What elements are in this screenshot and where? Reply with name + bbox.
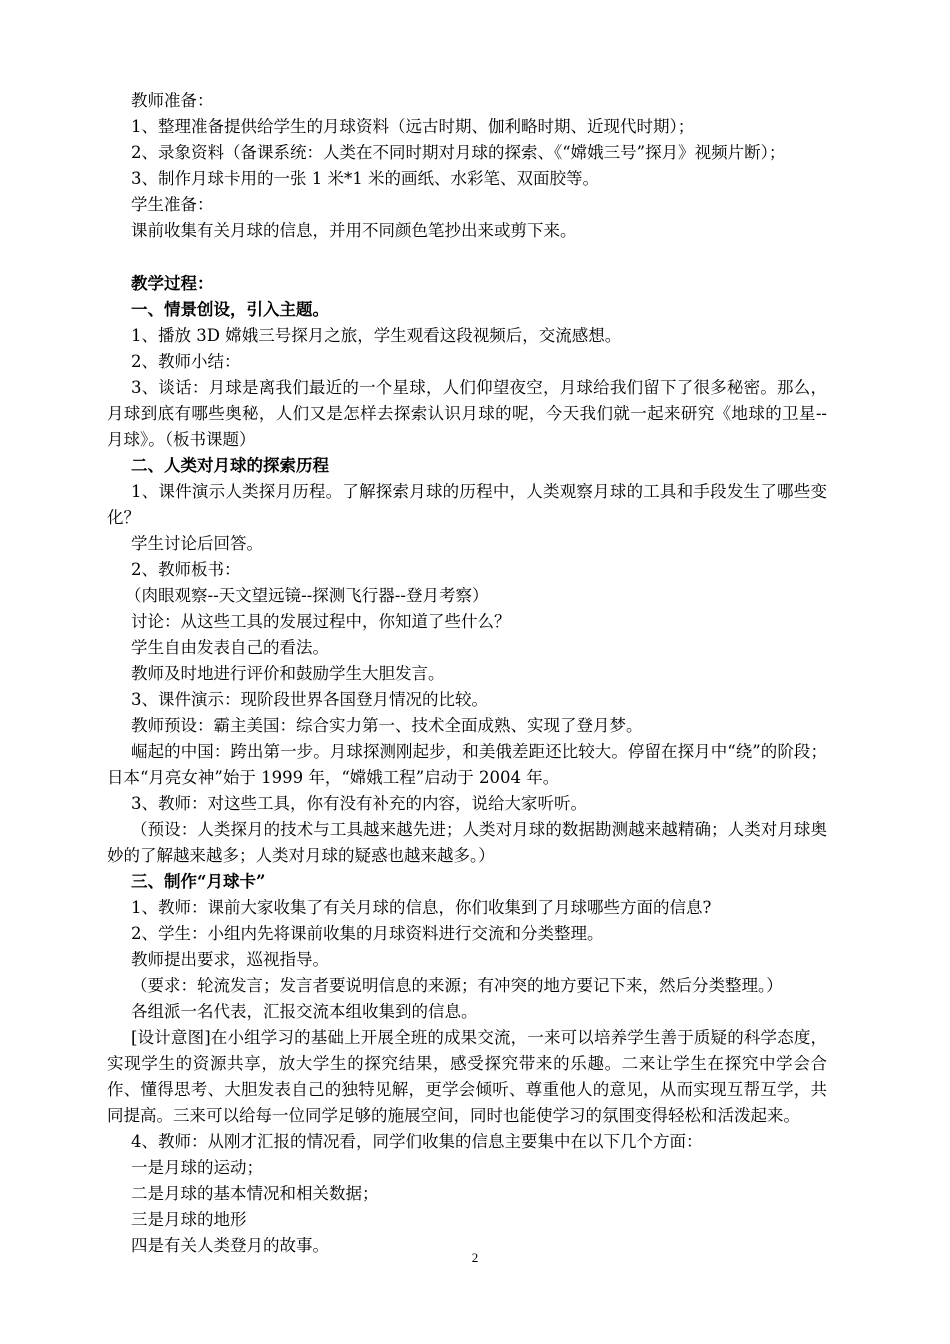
paragraph: 2、学生：小组内先将课前收集的月球资料进行交流和分类整理。 (131, 924, 604, 943)
design-intent-paragraph: [设计意图]在小组学习的基础上开展全班的成果交流，一来可以培养学生善于质疑的科学态度，实现学生的资源共享，放大学生的探究结果，感受探究带来的乐趣。二来让学生在探究中学会合作、懂得思考、大胆发表自己的独特见解，更学会倾听、尊重他人的意见，从而实现互帮互学，共同提高。三来可以给每一位同学足够的施展空间，同时也能使学习的氛围变得轻松和活泼起来。 (107, 1028, 827, 1125)
document-body (107, 88, 827, 1259)
student-prep-title: 学生准备： (131, 195, 214, 214)
teacher-prep-item-3: 3、制作月球卡用的一张 1 米*1 米的画纸、水彩笔、双面胶等。 (131, 169, 599, 188)
paragraph: 教师提出要求，巡视指导。 (131, 950, 329, 969)
section-3-heading: 三、制作“月球卡” (131, 872, 266, 891)
paragraph: 1、播放 3D 嫦娥三号探月之旅，学生观看这段视频后，交流感想。 (131, 326, 622, 345)
list-item: 四是有关人类登月的故事。 (131, 1236, 329, 1255)
paragraph: 3、课件演示：现阶段世界各国登月情况的比较。 (131, 690, 488, 709)
list-item: 三是月球的地形 (131, 1210, 247, 1229)
paragraph: 3、教师：对这些工具，你有没有补充的内容，说给大家听听。 (131, 794, 587, 813)
teacher-prep-title: 教师准备： (131, 91, 214, 110)
student-prep-item: 课前收集有关月球的信息，并用不同颜色笔抄出来或剪下来。 (131, 221, 577, 240)
section-2-heading: 二、人类对月球的探索历程 (131, 456, 329, 475)
paragraph: 4、教师：从刚才汇报的情况看，同学们收集的信息主要集中在以下几个方面： (131, 1132, 703, 1151)
paragraph: （肉眼观察--天文望远镜--探测飞行器--登月考察） (125, 586, 489, 605)
teacher-prep-item-1: 1、整理准备提供给学生的月球资料（远古时期、伽利略时期、近现代时期）； (131, 117, 695, 136)
paragraph: 2、教师板书： (131, 560, 241, 579)
paragraph: 讨论：从这些工具的发展过程中，你知道了些什么？ (131, 612, 511, 631)
paragraph: 2、教师小结： (131, 352, 241, 371)
process-title: 教学过程： (131, 274, 214, 293)
spacer (107, 244, 827, 271)
paragraph: 1、课件演示人类探月历程。了解探索月球的历程中，人类观察月球的工具和手段发生了哪些变化？ (107, 482, 827, 527)
paragraph: 各组派一名代表，汇报交流本组收集到的信息。 (131, 1002, 478, 1021)
paragraph: 学生自由发表自己的看法。 (131, 638, 329, 657)
paragraph: 1、教师：课前大家收集了有关月球的信息，你们收集到了月球哪些方面的信息? (131, 898, 712, 917)
paragraph: （预设：人类探月的技术与工具越来越先进；人类对月球的数据勘测越来越精确；人类对月球奥妙的了解越来越多；人类对月球的疑惑也越来越多。） (107, 820, 827, 865)
paragraph: 教师预设：霸主美国：综合实力第一、技术全面成熟、实现了登月梦。 (131, 716, 643, 735)
paragraph: 学生讨论后回答。 (131, 534, 263, 553)
paragraph: 教师及时地进行评价和鼓励学生大胆发言。 (131, 664, 445, 683)
section-1-heading: 一、情景创设，引入主题。 (131, 300, 329, 319)
teacher-prep-item-2: 2、录象资料（备课系统：人类在不同时期对月球的探索、《“嫦娥三号”探月》视频片断）； (131, 143, 786, 162)
page-number: 2 (471, 1250, 479, 1265)
list-item: 一是月球的运动； (131, 1158, 263, 1177)
list-item: 二是月球的基本情况和相关数据； (131, 1184, 379, 1203)
paragraph: 3、谈话：月球是离我们最近的一个星球，人们仰望夜空，月球给我们留下了很多秘密。那么，月球到底有哪些奥秘，人们又是怎样去探索认识月球的呢，今天我们就一起来研究《地球的卫星--月球》。（板书课题） (107, 378, 827, 449)
paragraph: 崛起的中国：跨出第一步。月球探测刚起步，和美俄差距还比较大。停留在探月中“绕”的阶段；日本“月亮女神”始于 1999 年，“嫦娥工程”启动于 2004 年。 (107, 742, 827, 787)
paragraph: （要求：轮流发言；发言者要说明信息的来源；有冲突的地方要记下来，然后分类整理。） (131, 976, 783, 995)
